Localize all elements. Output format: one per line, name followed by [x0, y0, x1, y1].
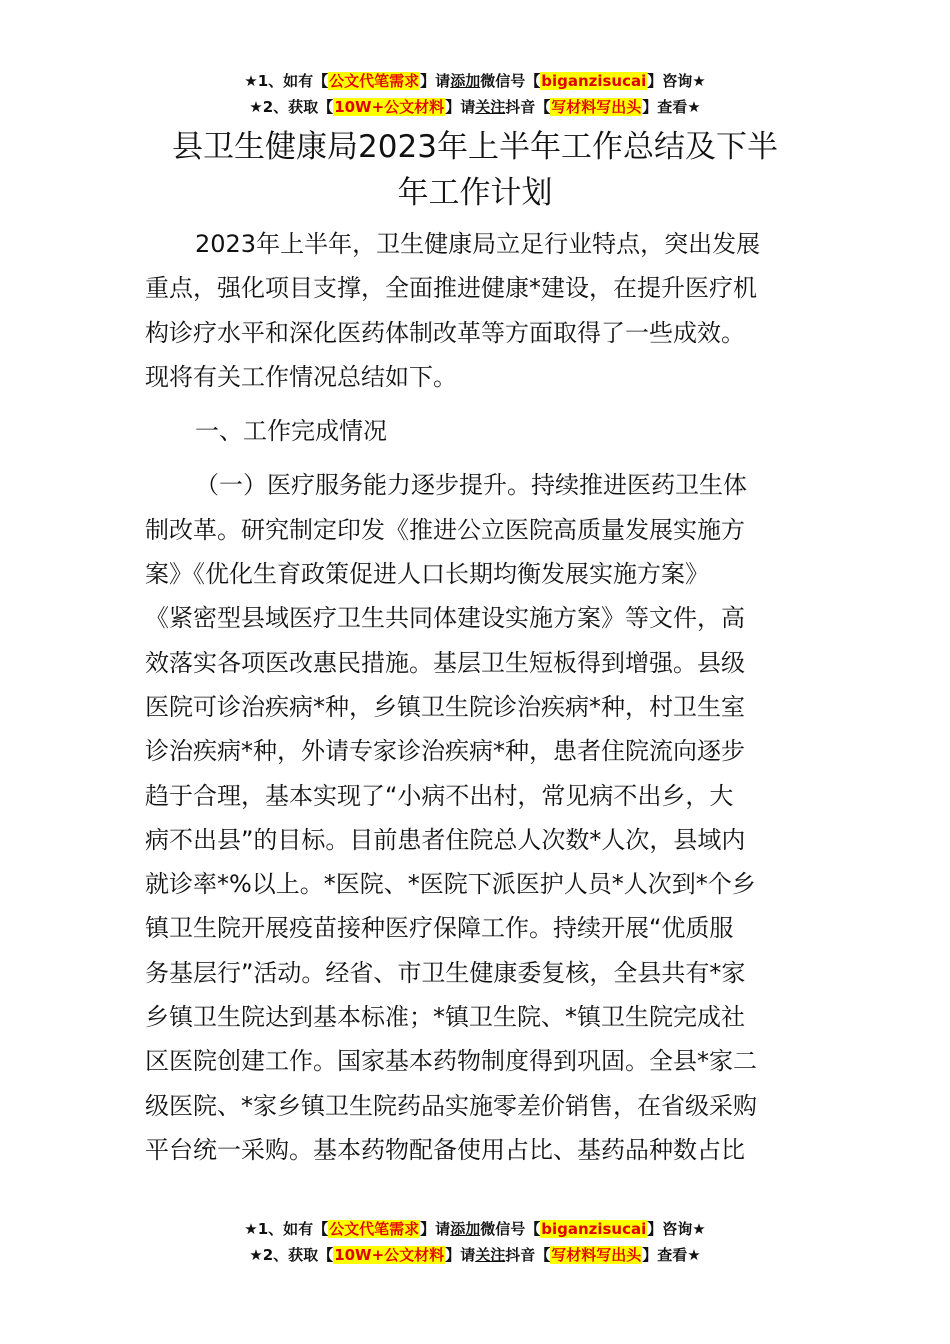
header-banner — [0, 68, 950, 120]
document-body — [145, 222, 810, 1172]
body-line: 乡镇卫生院达到基本标准；*镇卫生院、*镇卫生院完成社 — [145, 1003, 745, 1032]
body-line: 务基层行”活动。经省、市卫生健康委复核，全县共有*家 — [145, 958, 746, 987]
body-line: 效落实各项医改惠民措施。基层卫生短板得到增强。县级 — [145, 648, 745, 677]
highlight-materials: 10W+公文材料 — [334, 1246, 445, 1264]
body-line: 2023年上半年，卫生健康局立足行业特点，突出发展 — [195, 230, 761, 258]
banner-line-1: ★1、如有【公文代笔需求】请添加微信号【biganzisucai】咨询★ — [244, 72, 706, 90]
highlight-wechat-id: biganzisucai — [541, 72, 647, 90]
title-line-1: 县卫生健康局2023年上半年工作总结及下半 — [172, 129, 778, 165]
body-line: 案》《优化生育政策促进人口长期均衡发展实施方案》 — [145, 560, 709, 589]
body-line: 病不出县”的目标。目前患者住院总人次数*人次，县域内 — [145, 825, 746, 854]
body-line: 平台统一采购。基本药物配备使用占比、基药品种数占比 — [145, 1135, 745, 1164]
highlight-service: 公文代笔需求 — [329, 1220, 420, 1238]
body-line: 重点，强化项目支撑，全面推进健康*建设，在提升医疗机 — [145, 274, 757, 303]
footer-banner — [0, 1216, 950, 1268]
highlight-wechat-id: biganzisucai — [541, 1220, 647, 1238]
highlight-materials: 10W+公文材料 — [334, 98, 445, 116]
banner-line-2: ★2、获取【10W+公文材料】请关注抖音【写材料写出头】查看★ — [249, 98, 701, 116]
body-line: 区医院创建工作。国家基本药物制度得到巩固。全县*家二 — [145, 1047, 757, 1076]
document-title — [130, 124, 820, 216]
body-line: 镇卫生院开展疫苗接种医疗保障工作。持续开展“优质服 — [145, 914, 734, 943]
body-line: 趋于合理，基本实现了“小病不出村，常见病不出乡，大 — [145, 781, 734, 810]
section-heading: 一、工作完成情况 — [195, 417, 387, 446]
body-line: 制改革。研究制定印发《推进公立医院高质量发展实施方 — [145, 515, 745, 544]
body-line: 现将有关工作情况总结如下。 — [145, 362, 457, 391]
body-line: 就诊率*%以上。*医院、*医院下派医护人员*人次到*个乡 — [145, 870, 756, 899]
body-line: 级医院、*家乡镇卫生院药品实施零差价销售，在省级采购 — [145, 1091, 757, 1120]
body-line: 诊治疾病*种，外请专家诊治疾病*种，患者住院流向逐步 — [145, 737, 745, 766]
body-line: （一）医疗服务能力逐步提升。持续推进医药卫生体 — [195, 471, 747, 500]
highlight-service: 公文代笔需求 — [329, 72, 420, 90]
title-line-2: 年工作计划 — [397, 175, 553, 211]
banner-line-1: ★1、如有【公文代笔需求】请添加微信号【biganzisucai】咨询★ — [244, 1220, 706, 1238]
body-line: 《紧密型县域医疗卫生共同体建设实施方案》等文件，高 — [145, 604, 745, 633]
body-line: 医院可诊治疾病*种，乡镇卫生院诊治疾病*种，村卫生室 — [145, 692, 745, 721]
body-line: 构诊疗水平和深化医药体制改革等方面取得了一些成效。 — [145, 318, 745, 347]
banner-line-2: ★2、获取【10W+公文材料】请关注抖音【写材料写出头】查看★ — [249, 1246, 701, 1264]
highlight-douyin: 写材料写出头 — [551, 98, 642, 116]
highlight-douyin: 写材料写出头 — [551, 1246, 642, 1264]
